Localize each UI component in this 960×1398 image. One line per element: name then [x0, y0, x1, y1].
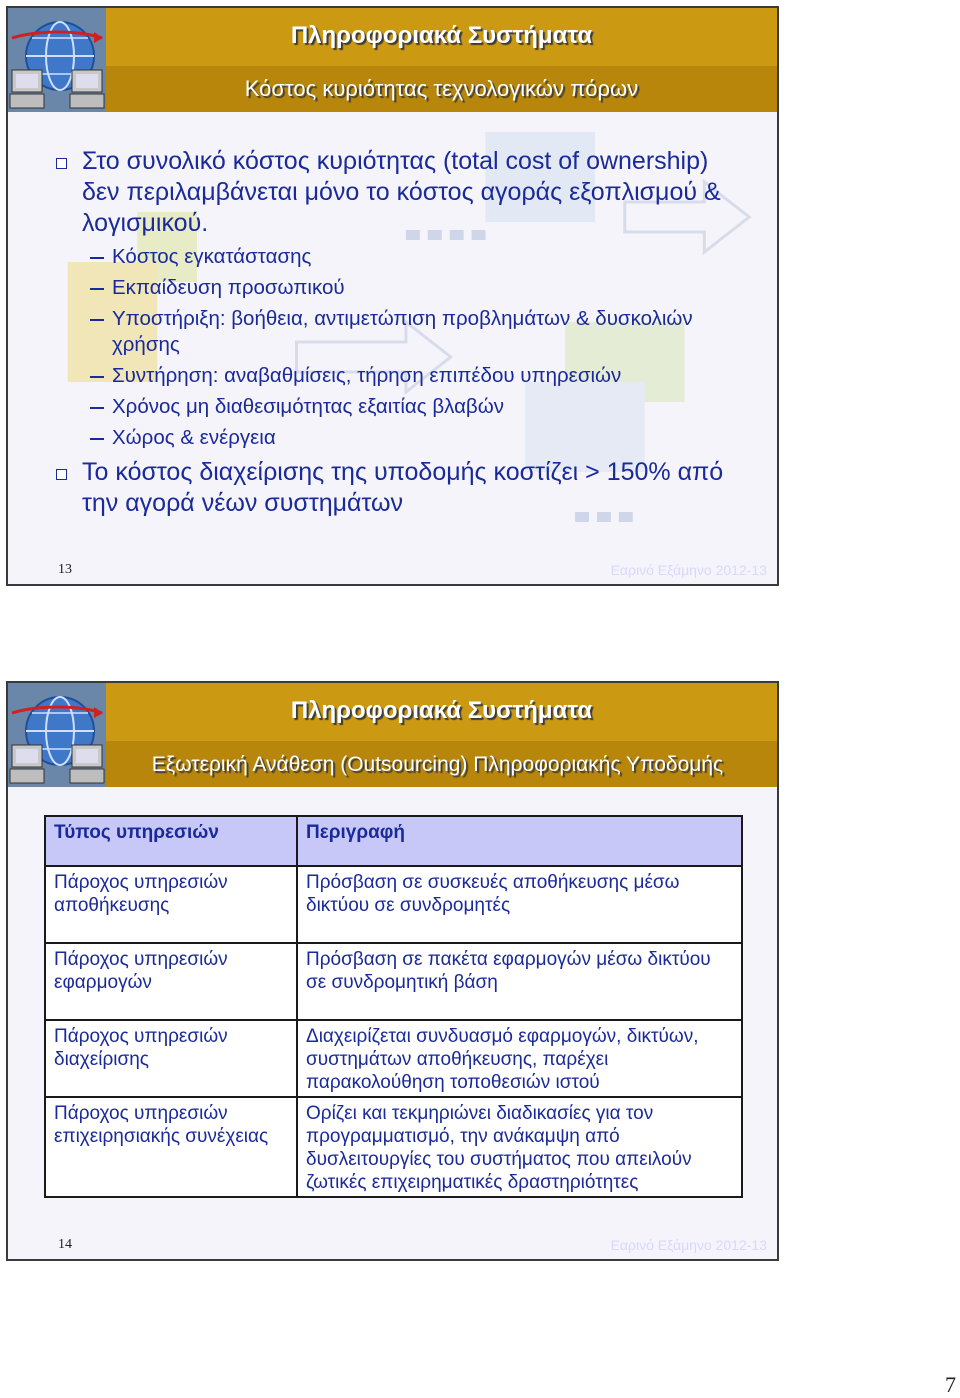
- sub-bullet-item: [52, 394, 732, 420]
- dash-bullet-icon: [90, 407, 104, 409]
- table-row: [45, 943, 742, 1020]
- table-cell: Πάροχος υπηρεσιών επιχειρησιακής συνέχειας: [45, 1097, 297, 1197]
- dash-bullet-icon: [90, 376, 104, 378]
- sub-bullet-text: Εκπαίδευση προσωπικού: [112, 276, 345, 299]
- page-number: 7: [945, 1372, 956, 1397]
- slide-13: [6, 6, 779, 586]
- checkbox-bullet-icon: [56, 469, 67, 480]
- dash-bullet-icon: [90, 288, 104, 290]
- table-row: [45, 866, 742, 943]
- table-cell: Πάροχος υπηρεσιών εφαρμογών: [45, 943, 297, 1020]
- dash-bullet-icon: [90, 319, 104, 321]
- table-header-cell: Τύπος υπηρεσιών: [45, 816, 297, 866]
- sub-bullet-text: Υποστήριξη: βοήθεια, αντιμετώπιση προβλημάτων & δυσκολιών χρήσης: [112, 307, 693, 356]
- table-header-row: [45, 816, 742, 866]
- globe-network-logo-icon: [8, 8, 106, 112]
- slide-subtitle: Κόστος κυριότητας τεχνολογικών πόρων: [244, 76, 639, 101]
- checkbox-bullet-icon: [56, 158, 67, 169]
- slide-title: Πληροφοριακά Συστήματα: [290, 22, 593, 49]
- bullet-item: [52, 146, 732, 239]
- sub-bullet-item: [52, 275, 732, 301]
- bullet-item: [52, 457, 732, 519]
- slide-subtitle: Εξωτερική Ανάθεση (Outsourcing) Πληροφοριακής Υποδομής: [151, 753, 724, 776]
- sub-bullet-item: [52, 244, 732, 270]
- outsourcing-table: [44, 815, 743, 1198]
- bullet-text: Στο συνολικό κόστος κυριότητας (total cost of ownership) δεν περιλαμβάνεται μόνο το κόστος αγοράς εξοπλισμού & λογισμικού.: [82, 147, 721, 237]
- slide-number: 14: [58, 1237, 72, 1252]
- table-row: [45, 1020, 742, 1097]
- slide-title: Πληροφοριακά Συστήματα: [290, 697, 593, 724]
- table-row: [45, 1097, 742, 1197]
- bullet-text: Το κόστος διαχείρισης της υποδομής κοστίζει > 150% από την αγορά νέων συστημάτων: [82, 458, 724, 517]
- sub-bullet-text: Χρόνος μη διαθεσιμότητας εξαιτίας βλαβών: [112, 395, 504, 418]
- dash-bullet-icon: [90, 438, 104, 440]
- table-cell: Ορίζει και τεκμηριώνει διαδικασίες για τον προγραμματισμό, την ανάκαμψη από δυσλειτουργίες του συστήματος που απειλούν ζωτικές επιχειρηματικές δραστηριότητες: [297, 1097, 742, 1197]
- sub-bullet-item: [52, 306, 732, 358]
- table-cell: Διαχειρίζεται συνδυασμό εφαρμογών, δικτύων, συστημάτων αποθήκευσης, παρέχει παρακολούθηση τοποθεσιών ιστού: [297, 1020, 742, 1097]
- table-header-cell: Περιγραφή: [297, 816, 742, 866]
- sub-bullet-item: [52, 363, 732, 389]
- table-cell: Πρόσβαση σε πακέτα εφαρμογών μέσω δικτύου σε συνδρομητική βάση: [297, 943, 742, 1020]
- table-cell: Πρόσβαση σε συσκευές αποθήκευσης μέσω δικτύου σε συνδρομητές: [297, 866, 742, 943]
- table-cell: Πάροχος υπηρεσιών αποθήκευσης: [45, 866, 297, 943]
- sub-bullet-item: [52, 425, 732, 451]
- slide-number: 13: [58, 562, 72, 577]
- sub-bullet-text: Συντήρηση: αναβαθμίσεις, τήρηση επιπέδου υπηρεσιών: [112, 364, 622, 387]
- bullet-list: [52, 146, 732, 519]
- table-cell: Πάροχος υπηρεσιών διαχείρισης: [45, 1020, 297, 1097]
- sub-bullet-text: Κόστος εγκατάστασης: [112, 245, 312, 268]
- slide-14: [6, 681, 779, 1261]
- semester-label: Εαρινό Εξάμηνο 2012-13: [610, 1237, 767, 1253]
- sub-bullet-text: Χώρος & ενέργεια: [112, 426, 276, 449]
- semester-label: Εαρινό Εξάμηνο 2012-13: [610, 562, 767, 578]
- dash-bullet-icon: [90, 257, 104, 259]
- globe-network-logo-icon: [8, 683, 106, 787]
